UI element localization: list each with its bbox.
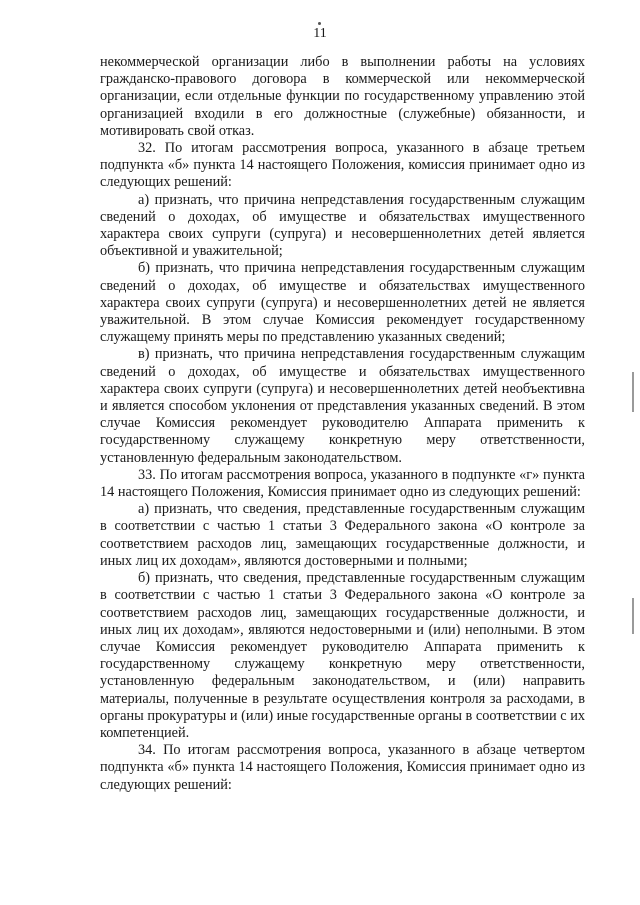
paragraph-32-b: б) признать, что причина непредставления государственным служащим сведений о доходах, об имуществе и обязательствах имущественного характера своих супруги (супруга) и несовершеннолетних детей не является уважительной. В этом случае Комиссия рекомендует государственному служащему принять меры по представлению указанных сведений; [100, 260, 585, 346]
scan-edge-mark [632, 372, 634, 412]
page-number: 11 [313, 26, 327, 41]
paragraph-33-b: б) признать, что сведения, представленные государственным служащим в соответствии с частью 1 статьи 3 Федерального закона «О контроле за соответствием расходов лиц, замещающих государственные должности, и иных лиц их доходам», являются недостоверными и (или) неполными. В этом случае Комиссия рекомендует руководителю Аппарата применить к государственному служащему конкретную меру ответственности, установленную федеральным законодательством, и (или) направить материалы, полученные в результате осуществления контроля за расходами, в органы прокуратуры и (или) иные государственные органы в соответствии с их компетенцией. [100, 570, 585, 741]
paragraph-32-a: а) признать, что причина непредставления государственным служащим сведений о доходах, об имуществе и обязательствах имущественного характера своих супруги (супруга) и несовершеннолетних детей является объективной и уважительной; [100, 191, 585, 260]
scan-speck [318, 22, 321, 25]
paragraph-34: 34. По итогам рассмотрения вопроса, указанного в абзаце четвертом подпункта «б» пункта 14 настоящего Положения, Комиссия принимает одно из следующих решений: [100, 742, 585, 793]
paragraph-33-a: а) признать, что сведения, представленные государственным служащим в соответствии с частью 1 статьи 3 Федерального закона «О контроле за соответствием расходов лиц, замещающих государственные должности, и иных лиц их доходам», являются достоверными и полными; [100, 501, 585, 569]
paragraph-32: 32. По итогам рассмотрения вопроса, указанного в абзаце третьем подпункта «б» пункта 14 настоящего Положения, комиссия принимает одно из следующих решений: [100, 140, 585, 191]
paragraph-32-v: в) признать, что причина непредставления государственным служащим сведений о доходах, об имуществе и обязательствах имущественного характера своих супруги (супруга) и несовершеннолетних детей необъективна и является способом уклонения от представления указанных сведений. В этом случае Комиссия рекомендует руководителю Аппарата применить к государственному служащему конкретную меру ответственности, установленную федеральным законодательством. [100, 346, 585, 466]
scan-edge-mark [632, 598, 634, 634]
paragraph-33: 33. По итогам рассмотрения вопроса, указанного в подпункте «г» пункта 14 настоящего Положения, Комиссия принимает одно из следующих решений: [100, 466, 585, 501]
paragraph-continuation: некоммерческой организации либо в выполнении работы на условиях гражданско-правового договора в коммерческой или некоммерческой организации, если отдельные функции по государственному управлению этой организацией входили в его должностные (служебные) обязанности, и мотивировать свой отказ. [100, 54, 585, 139]
document-body [100, 54, 585, 794]
